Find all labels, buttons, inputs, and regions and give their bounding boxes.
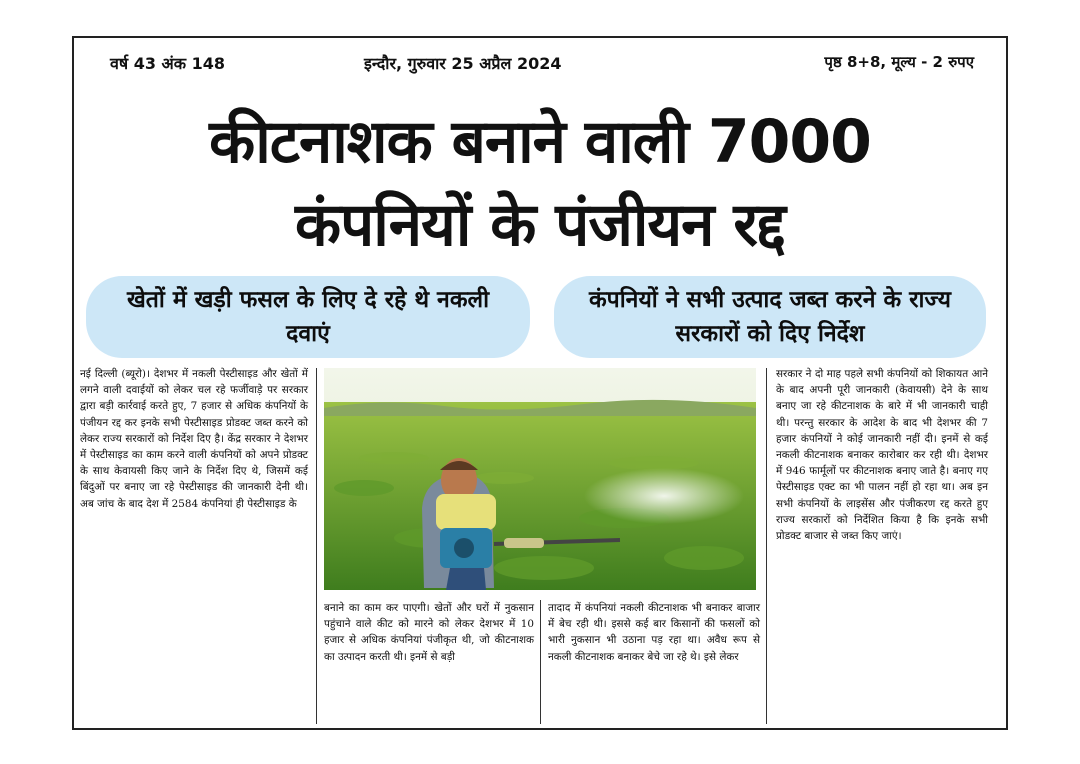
article-column-right: सरकार ने दो माह पहले सभी कंपनियों को शिकायत आने के बाद अपनी पूरी जानकारी (केवायसी) देने के साथ बनाए जा रहे कीटनाशक के बारे में भी जानकारी चाही थी। परन्तु सरकार के आदेश के बाद भी देशभर की 7 हजार कंपनियों ने कोई जानकारी नहीं दी। इनमें से कई नकली कीटनाशक बनाकर कारोबार कर रही थी। देशभर में 946 फार्मूलों पर कीटनाशक बनाए जाते है। बनाए गए पेस्टीसाइड एक्ट का भी पालन नहीं हो रहा था। अब इन सभी कंपनियों के लाइसेंस और पंजीकरण रद्द करते हुए राज्य सरकारों को निर्देशित किया है कि इनके सभी प्रोडक्ट बाजार से जब्त किए जाएं।: [776, 368, 988, 543]
issue-info: वर्ष 43 अंक 148: [110, 54, 226, 73]
page-price-info: पृष्ठ 8+8, मूल्य - 2 रुपए: [824, 53, 974, 71]
masthead: [74, 48, 1006, 76]
main-headline: [74, 102, 1006, 266]
headline-line-2: कंपनियों के पंजीयन रद्द: [295, 190, 785, 260]
column-divider: [766, 368, 767, 724]
column-divider: [540, 600, 541, 724]
subheadline-left: खेतों में खड़ी फसल के लिए दे रहे थे नकली दवाएं: [86, 276, 530, 358]
photo-illustration: [324, 368, 756, 590]
column-divider: [316, 368, 317, 724]
article-column-middle-1: बनाने का काम कर पाएगी। खेतों और घरों में नुकसान पहुंचाने वाले कीट को मारने को लेकर देशभर में 10 हजार से अधिक कंपनियां पंजीकृत थी, जो कीटनाशक का उत्पादन करती थी। इनमें से बड़ी: [324, 602, 534, 663]
subheadline-right: कंपनियों ने सभी उत्पाद जब्त करने के राज्य सरकारों को दिए निर्देश: [554, 276, 986, 358]
article-column-middle-2: तादाद में कंपनियां नकली कीटनाशक भी बनाकर बाजार में बेच रही थी। इससे कई बार किसानों की फसलों को भारी नुकसान भी उठाना पड़ रहा था। अवैध रूप से नकली कीटनाशक बनाकर बेचे जा रहे थे। इसे लेकर: [548, 602, 760, 663]
headline-line-1: कीटनाशक बनाने वाली 7000: [209, 107, 871, 177]
newspaper-page: [72, 36, 1008, 730]
dateline: इन्दौर, गुरुवार 25 अप्रैल 2024: [364, 54, 562, 73]
article-column-left: नई दिल्ली (ब्यूरो)। देशभर में नकली पेस्टीसाइड और खेतों में लगने वाली दवाईयों को लेकर चल रहे फर्जीवाड़े पर सरकार द्वारा बड़ी कार्रवाई करते हुए, 7 हजार से अधिक कंपनियों के पंजीयन रद्द कर इनके सभी पेस्टीसाइड प्रोडक्ट जब्त करने को लेकर राज्य सरकारों को निर्देश दिए है। केंद्र सरकार ने देशभर में पेस्टीसाइड का काम करने वाली कंपनियों को अपने प्रोडक्ट के साथ केवायसी किए जाने के निर्देश दिए थे, जिसमें कई बिंदुओं पर बनाए जा रहे पेस्टीसाइड की जानकारी देनी थी। अब जांच के बाद देश में 2584 कंपनियां ही पेस्टीसाइड के: [80, 368, 308, 510]
farmer-spraying-photo: [324, 368, 756, 590]
